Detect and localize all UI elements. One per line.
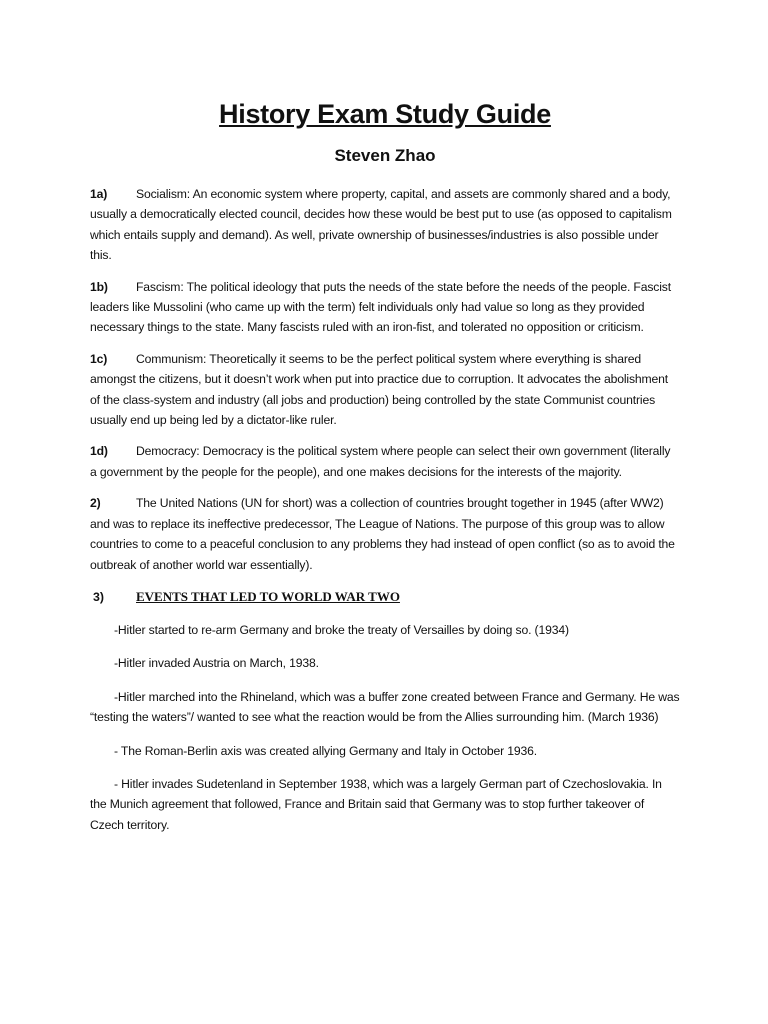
section-1c — [90, 349, 680, 431]
section-1a — [90, 184, 680, 266]
section-heading-text: EVENTS THAT LED TO WORLD WAR TWO — [136, 588, 400, 604]
event-item: -Hitler invaded Austria on March, 1938. — [114, 656, 319, 671]
event-item: - The Roman-Berlin axis was created allying Germany and Italy in October 1936. — [114, 743, 537, 758]
section-text: Democracy: Democracy is the political system where people can select their own government (literally a government by the people for the people), and one makes decisions for the interests of the majority. — [90, 444, 671, 479]
section-text: The United Nations (UN for short) was a collection of countries brought together in 1945 (after WW2) and was to replace its ineffective predecessor, The League of Nations. The purpose of this group was to allow countries to come to a peaceful conclusion to any problems they had instead of open conflict (so as to avoid the outbreak of another world war essentially). — [90, 496, 675, 572]
section-number: 3) — [93, 589, 105, 604]
section-text: Socialism: An economic system where property, capital, and assets are commonly shared and a body, usually a democratically elected council, decides how these would be best put to use (as opposed to capitalism which entails supply and demand). As well, private ownership of businesses/industries is also possible under this. — [90, 187, 672, 263]
section-text: Communism: Theoretically it seems to be the perfect political system where everything is shared amongst the citizens, but it doesn’t work when put into practice due to corruption. It advocates the abolishment of the class-system and industry (all jobs and production) being controlled by the state Communist countries usually end up being led by a dictator-like ruler. — [90, 351, 669, 428]
section-1b — [90, 277, 680, 338]
event-item: - Hitler invades Sudetenland in September 1938, which was a largely German part of Czechoslovakia. In the Munich agreement that followed, France and Britain said that Germany was to stop further takeover of Czech territory. — [90, 776, 662, 832]
section-number: 2) — [90, 496, 101, 511]
section-text: Fascism: The political ideology that puts the needs of the state before the needs of the people. Fascist leaders like Mussolini (who came up with the term) felt individuals only had value so long as they provided necessary things to the state. Many fascists ruled with an iron-fist, and tolerated no opposition or criticism. — [90, 279, 671, 335]
section-number: 1d) — [90, 444, 108, 459]
section-number: 1a) — [90, 187, 108, 201]
event-item: -Hitler started to re-arm Germany and broke the treaty of Versailles by doing so. (1934) — [114, 622, 569, 637]
author-name: Steven Zhao — [334, 146, 436, 165]
section-1d — [90, 441, 680, 482]
event-item: -Hitler marched into the Rhineland, which was a buffer zone created between France and Germany. He was “testing the waters”/ wanted to see what the reaction would be from the Allies surrounding him. (March 1936) — [90, 689, 680, 725]
section-number: 1c) — [90, 351, 108, 366]
section-2 — [90, 493, 680, 575]
section-3-heading — [90, 587, 680, 607]
page-title: History Exam Study Guide — [219, 99, 551, 129]
section-number: 1b) — [90, 279, 108, 294]
